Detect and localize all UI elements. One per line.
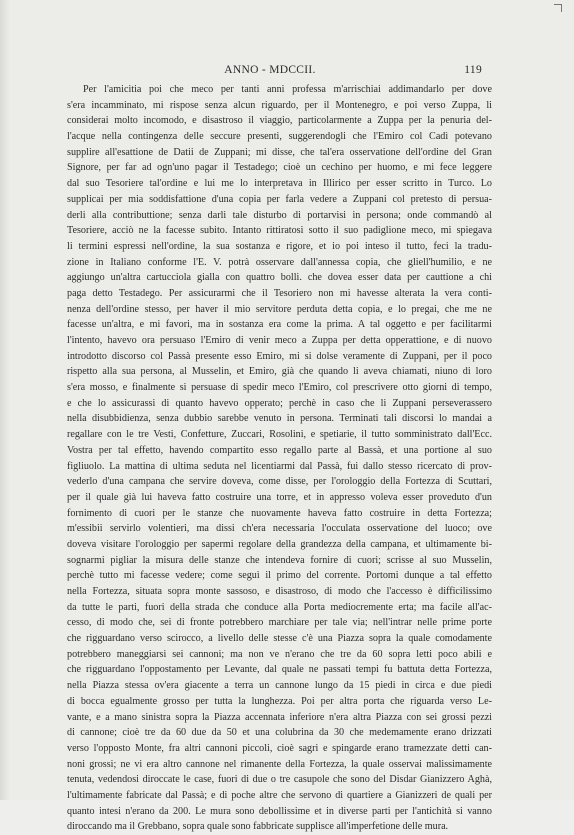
text-line: facesse un'altra, e mi favori, ma in sostanza era come la prima. A tal oggetto e per facilitarmi [67,319,492,331]
page-number: 119 [464,64,482,76]
text-line: doveva visitare l'orologgio per sapermi regolare della grandezza della campana, et ultimamente bi- [67,538,492,550]
text-line: potrebbero maneggiarsi sei cannoni; ma non ve n'erano che tre da 60 sopra letti poco abili e [67,648,492,660]
text-line: supplicai per mia soddisfattione d'una copia per farla vedere a Zuppani col pretesto di persua- [67,193,492,205]
running-header [58,64,482,80]
text-line: s'era mosso, e finalmente si persuase di spedir meco l'Emiro, col prescrivere otto giorni di tempo, [67,382,492,394]
text-line: rispetto alla sua persona, al Musselin, et Emiro, già che quando li aveva chiamati, niuno di loro [67,366,492,378]
text-line: Tesoriere, acciò ne la facesse subito. Intanto rittiratosi sotto il suo padiglione meco, mi spiegava [67,225,492,237]
text-line: perchè tutto mi facesse vedere; come seguì il primo del corrente. Portomi dunque a tal effetto [67,570,492,582]
text-line: di bocca egualmente grosso per tutta la lunghezza. Poi per altra porta che riguarda verso Le- [67,695,492,707]
text-line: figliuolo. La mattina di ultima seduta nel licentiarmi dal Passà, fui dallo stesso ricercato di prov- [67,460,492,472]
text-line: fornimento di cuori per le stanze che nuovamente haveva fatto costruire in detta Fortezza; [67,507,492,519]
text-line: zione in Italiano conforme l'E. V. potrà osservare dall'annessa copia, che gliell'humilio, e ne [67,256,492,268]
text-line: da tutte le parti, fuori della strada che conduce alla Porta mediocremente erta; ma facile all'ac- [67,601,492,613]
text-line: nella Piazza stessa ov'era giacente a terra un cannone lungo da 15 piedi in circa e due piedi [67,680,492,692]
text-line: nella Fortezza, situata sopra monte sassoso, e disastroso, di modo che l'accesso è difficilissimo [67,586,492,597]
text-line: che rigguardano verso scirocco, a livello delle stesse c'è una Piazza sopra la quale comodamente [67,633,492,645]
text-line: introdotto discorso col Passà presente esso Emiro, mi si dolse veramente di Zuppani, per il poco [67,350,492,362]
text-line: noni grossi; ne vi era altro cannone nel rimanente della Fortezza, la quale osservai malissimamente [67,758,492,770]
text-line: diroccando ma il Grebbano, sopra quale sono fabbricate supplisce all'imperfetione delle mura. [67,821,449,833]
text-line: l'acque nella contingenza delle seccure presenti, suggerendogli che l'Emiro col Cadì potevano [67,131,492,143]
text-line: s'era incamminato, mi rispose senza alcun riguardo, per il Montenegro, e poi verso Zuppa, li [67,99,492,111]
text-line: derli alla contributtione; senza darli tale disturbo di portarvisi in persona; onde commandò al [67,209,492,221]
text-line: di cannone; cioè tre da 60 due da 50 et una colubrina da 30 che medemamente erano drizzati [67,727,492,739]
text-line: l'intento, havevo ora persuaso l'Emiro di venir meco a Zuppa per detta opperattione, e di nuovo [67,335,492,346]
text-line: m'essibii servirlo volentieri, ma dissi ch'era necessaria l'occulata osservatione del luoco; ove [67,523,492,535]
text-line: dal suo Tesoriere tal'ordine e lui me lo interpretava in Illirico per esser scritto in Turco. Lo [67,178,492,190]
text-line: supplire all'esattione de Datii de Zuppani; mi disse, che tal'era osservatione dell'ordine del Gran [67,146,492,158]
text-line: cesso, di modo che, sei di fronte potrebbero marchiare per tale via; nell'intrar nelle prime porte [67,617,492,629]
text-line: nenza dell'ordine stesso, per haver il mio servitore perduta detta copia, e lo pregai, che me ne [67,303,492,315]
text-line: nella disubbidienza, senza dubbio sarebbe venuto in persona. Terminati tali discorsi lo mandai a [67,413,492,425]
text-line: regallare con le tre Vesti, Confetture, Zuccari, Rosolini, e spetiarie, il tutto somministrato dall'Ecc. [67,429,492,441]
text-line: sognarmi pigliar la misura delle stanze che intendeva fornire di cuori; scrisse al suo Musselin, [67,554,492,566]
text-line: che rigguardano l'oppostamento per Levante, dal quale ne passati tempi fu battuta detta Fortezza, [67,664,492,676]
text-line: verso l'opposto Monte, fra altri cannoni piccoli, cioè sagri e spingarde erano tramezzate detti can- [67,742,492,754]
text-line: tenuta, vedendosi diroccate le case, fuori di due o tre casupole che sono del Disdar Gianizzero Aghà, [67,774,492,786]
text-line: vederlo d'una campana che servire doveva, come disse, per l'orologgio della Fortezza di Scuttari, [67,476,492,488]
body-text [67,82,492,835]
text-line: l'ultimamente fabricate dal Passà; e di poche altre che servono di quartiere a Gianizzeri de quali per [67,789,492,801]
text-line: per il quale già lui haveva fatto costruire una torre, et in appresso voleva esser proveduto d'un [67,491,492,503]
text-line: Per l'amicitia poi che meco per tanti anni professa m'arrischiai addimandarlo per dove [83,84,492,95]
text-line: Vostra per tal effetto, havendo compartito esso regallo parte al Bassà, et una portione al suo [67,444,492,456]
text-line: vante, e a mano sinistra sopra la Piazza accennata inferiore n'era altra Piazza con sei grossi pezzi [67,711,492,723]
text-line: paga detto Testadego. Per assicurarmi che il Tesoriero non mi havesse alterata la vera conti- [67,287,492,299]
text-line: Signore, per far ad ogn'uno pagar il Testadego; cioè un cechino per huomo, e mi fece leggere [67,162,492,174]
corner-mark [554,4,562,12]
text-line: quanto intesi n'erano da 200. Le mura sono debollissime et in diverse parti per l'antichità si vanno [67,805,492,817]
text-line: e che lo assicurassi di quanto havevo opperato; perchè in caso che li Zuppani perseverassero [67,397,492,409]
text-line: aggiungo un'altra cartucciola gialla con quattro bolli. che dovea esser data per cauttione a chi [67,272,492,284]
page-spine-shadow [0,0,10,800]
header-title: ANNO - MDCCII. [224,64,316,76]
text-line: considerai molto incomodo, e disastroso il viaggio, particolarmente a Zuppa per la penuria del- [67,115,492,127]
text-line: li termini espressi nell'ordine, la sua sostanza e rigore, et io poi inteso il tutto, feci la tradu- [67,240,492,252]
